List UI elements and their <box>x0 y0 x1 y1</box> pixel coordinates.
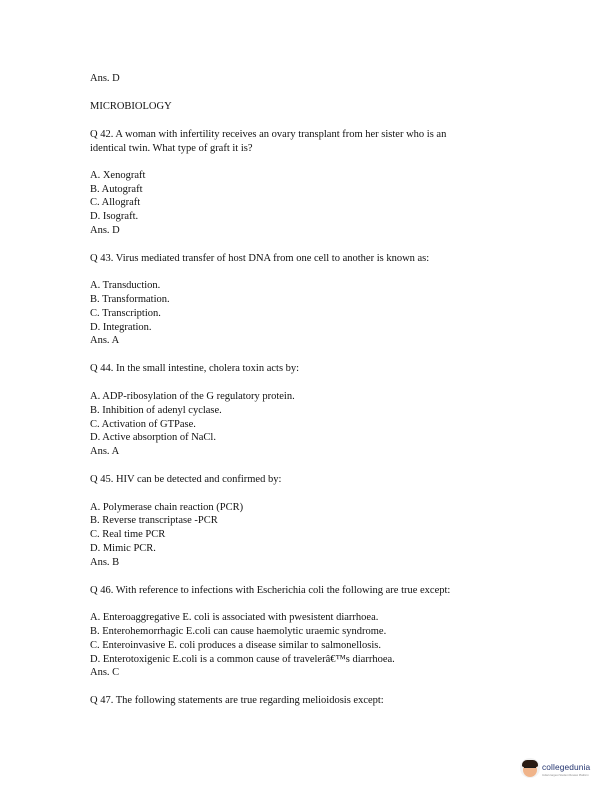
section-title: MICROBIOLOGY <box>90 101 172 112</box>
option: A. Enteroaggregative E. coli is associated with pwesistent diarrhoea. <box>90 612 379 623</box>
question-stem: identical twin. What type of graft it is? <box>90 143 253 154</box>
option: D. Mimic PCR. <box>90 543 156 554</box>
question-stem: Q 46. With reference to infections with Escherichia coli the following are true except: <box>90 585 451 596</box>
answer: Ans. A <box>90 446 120 457</box>
option: A. Transduction. <box>90 280 161 291</box>
previous-answer: Ans. D <box>90 73 120 84</box>
option: D. Isograft. <box>90 211 139 222</box>
question-stem: Q 43. Virus mediated transfer of host DNA from one cell to another is known as: <box>90 253 430 264</box>
question-stem: Q 45. HIV can be detected and confirmed by: <box>90 474 282 485</box>
answer: Ans. A <box>90 335 120 346</box>
collegedunia-logo[interactable] <box>520 756 602 784</box>
answer: Ans. C <box>90 667 120 678</box>
option: C. Enteroinvasive E. coli produces a disease similar to salmonellosis. <box>90 640 382 651</box>
option: C. Real time PCR <box>90 529 166 540</box>
question-stem: Q 42. A woman with infertility receives an ovary transplant from her sister who is an <box>90 129 447 140</box>
option: D. Integration. <box>90 322 152 333</box>
answer: Ans. D <box>90 225 120 236</box>
answer: Ans. B <box>90 557 120 568</box>
option: A. Xenograft <box>90 170 146 181</box>
option: A. ADP-ribosylation of the G regulatory protein. <box>90 391 295 402</box>
option: B. Reverse transcriptase -PCR <box>90 515 218 526</box>
option: C. Transcription. <box>90 308 161 319</box>
mascot-icon <box>520 758 540 778</box>
brand-name: collegedunia <box>542 762 591 772</box>
option: C. Allograft <box>90 197 141 208</box>
option: C. Activation of GTPase. <box>90 419 196 430</box>
question-stem: Q 44. In the small intestine, cholera toxin acts by: <box>90 363 300 374</box>
brand-tagline: India's largest Student Review Platform <box>542 774 589 777</box>
option: B. Autograft <box>90 184 143 195</box>
option: B. Transformation. <box>90 294 170 305</box>
option: B. Enterohemorrhagic E.coli can cause haemolytic uraemic syndrome. <box>90 626 387 637</box>
question-stem: Q 47. The following statements are true regarding melioidosis except: <box>90 695 384 706</box>
option: A. Polymerase chain reaction (PCR) <box>90 502 244 513</box>
option: D. Active absorption of NaCl. <box>90 432 216 443</box>
option: D. Enterotoxigenic E.coli is a common cause of travelerâ€™s diarrhoea. <box>90 654 395 665</box>
option: B. Inhibition of adenyl cyclase. <box>90 405 222 416</box>
